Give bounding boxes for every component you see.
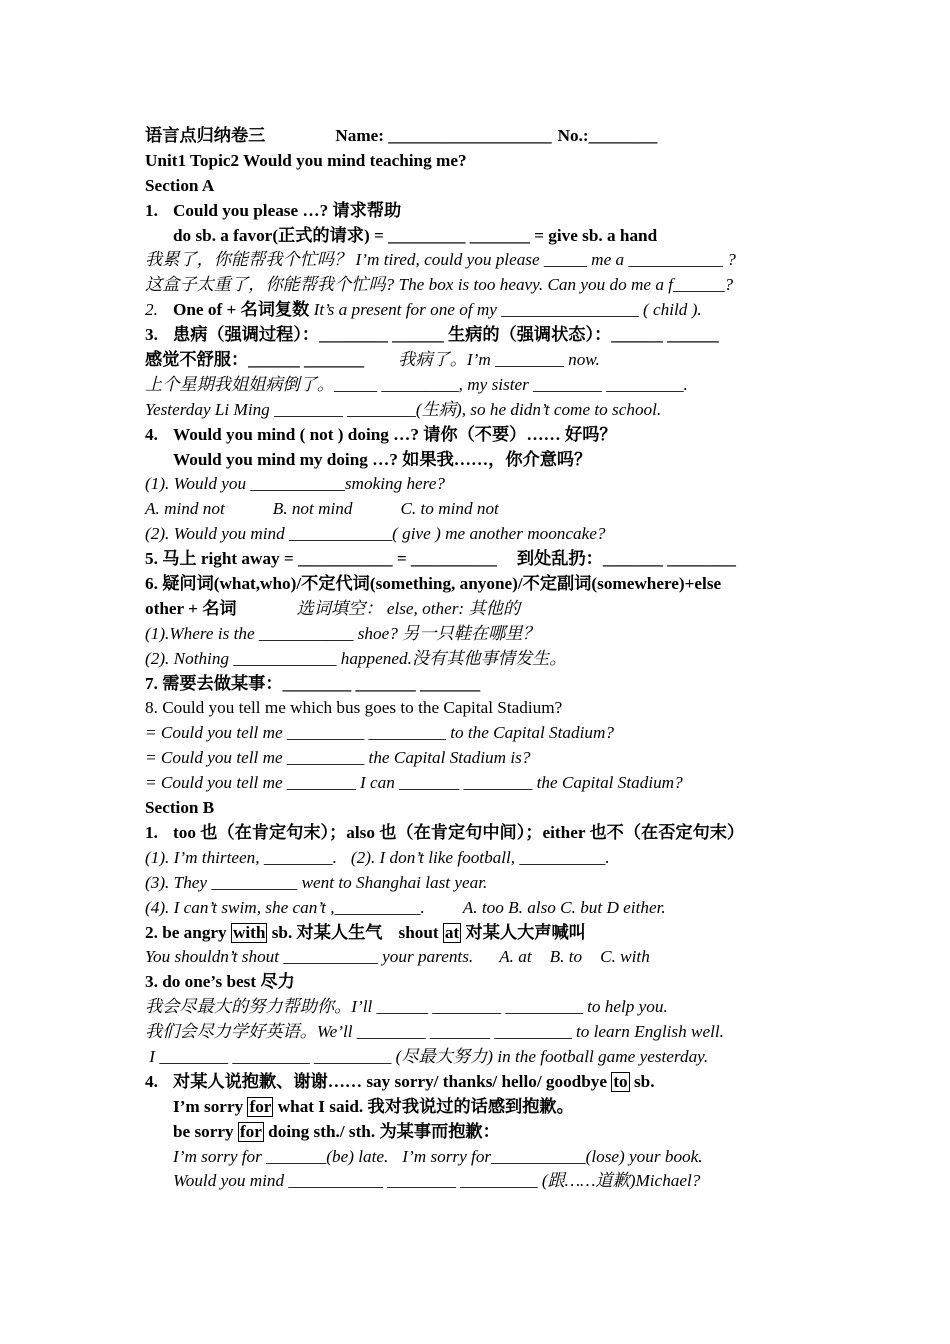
- name-field: Name: ___________________: [335, 126, 552, 145]
- item-8: 8. Could you tell me which bus goes to the Capital Stadium?: [145, 698, 563, 718]
- item-2: 2. One of + 名词复数 It’s a present for one of my ________________ ( child ).: [145, 300, 702, 320]
- exercise-line: 上个星期我姐姐病倒了。_____ _________, my sister ________ _________.: [145, 374, 688, 394]
- exercise-line: 这盒子太重了，你能帮我个忙吗? The box is too heavy. Can you do me a f______?: [145, 275, 734, 295]
- item-b1: 1. too 也（在肯定句末）；also 也（在肯定句中间）；either 也不（在否定句末）: [145, 822, 745, 842]
- number-field: No.:________: [557, 126, 658, 145]
- mind-my-doing-line: Would you mind my doing …? 如果我……，你介意吗？: [173, 449, 592, 469]
- boxed-word: for: [249, 1096, 272, 1116]
- sorry-line: I’m sorry for what I said. 我对我说过的话感到抱歉。: [173, 1096, 574, 1116]
- exercise-line: 我们会尽力学好英语。We’ll ________ _______ _________ to learn English well.: [145, 1022, 724, 1042]
- exercise-line: = Could you tell me _________ _________ to the Capital Stadium?: [145, 723, 614, 743]
- worksheet: [145, 124, 815, 1194]
- exercise-line: (4). I can’t swim, she can’t ,__________. A. too B. also C. but D either.: [145, 897, 666, 917]
- item-6-cont: other + 名词 选词填空： else, other: 其他的: [145, 598, 521, 618]
- exercise-line: I ________ _________ _________ (尽最大努力) in the football game yesterday.: [145, 1046, 709, 1066]
- item-5: 5. 马上 right away = ___________ = __________ 到处乱扔：_______ ________: [145, 549, 737, 569]
- exercise-line: I’m sorry for _______(be) late. I’m sorry for___________(lose) your book.: [173, 1146, 703, 1166]
- worksheet-title: 语言点归纳卷三: [145, 126, 266, 145]
- exercise-line: (1). Would you ___________smoking here?: [145, 474, 445, 494]
- exercise-line: (1).Where is the ___________ shoe? 另一只鞋在哪里？: [145, 623, 540, 643]
- sorry-line: be sorry for doing sth./ sth. 为某事而抱歉：: [173, 1121, 500, 1141]
- exercise-line: You shouldn’t shout ___________ your parents. A. at B. to C. with: [145, 947, 650, 967]
- item-b3: 3. do one’s best 尽力: [145, 972, 295, 992]
- exercise-line: = Could you tell me ________ I can _______ ________ the Capital Stadium?: [145, 773, 683, 793]
- boxed-word: for: [239, 1121, 262, 1141]
- header-line: [145, 124, 815, 149]
- exercise-line: 我会尽最大的努力帮助你。I’ll ______ ________ _________ to help you.: [145, 997, 668, 1017]
- item-b4: 4. 对某人说抱歉、谢谢…… say sorry/ thanks/ hello/ goodbye to sb.: [145, 1071, 655, 1091]
- favor-line: do sb. a favor(正式的请求) = _________ _______ = give sb. a hand: [173, 225, 658, 245]
- exercise-line: (2). Would you mind ____________( give ) me another mooncake?: [145, 524, 606, 544]
- item-7: 7. 需要去做某事：________ _______ _______: [145, 673, 481, 693]
- exercise-line: Would you mind ___________ ________ _________ (跟……道歉)Michael?: [173, 1171, 701, 1191]
- options-line: A. mind not B. not mind C. to mind not: [145, 499, 499, 519]
- exercise-line: = Could you tell me _________ the Capital Stadium is?: [145, 748, 531, 768]
- boxed-word: at: [444, 922, 460, 942]
- exercise-line: (3). They __________ went to Shanghai last year.: [145, 872, 488, 892]
- exercise-line: (2). Nothing ____________ happened.没有其他事情发生。: [145, 648, 567, 668]
- exercise-line: 我累了，你能帮我个忙吗？ I’m tired, could you please _____ me a ___________ ?: [145, 250, 736, 270]
- item-b2: 2. be angry with sb. 对某人生气 shout at 对某人大声喊叫: [145, 922, 586, 942]
- unit-title: Unit1 Topic2 Would you mind teaching me?: [145, 150, 467, 170]
- section-b-heading: Section B: [145, 798, 215, 818]
- feel-unwell-line: 感觉不舒服：______ _______ 我病了。I’m ________ now.: [145, 350, 600, 370]
- item-3: 3. 患病（强调过程）：________ ______ 生病的（强调状态）：______ ______: [145, 325, 719, 345]
- item-1: 1. Could you please …? 请求帮助: [145, 200, 402, 220]
- boxed-word: to: [613, 1071, 628, 1091]
- item-6: 6. 疑问词(what,who)/不定代词(something, anyone)/不定副词(somewhere)+else: [145, 574, 722, 594]
- boxed-word: with: [232, 922, 266, 942]
- section-a-heading: Section A: [145, 175, 215, 195]
- exercise-line: (1). I’m thirteen, ________. (2). I don’t like football, __________.: [145, 847, 610, 867]
- item-4: 4. Would you mind ( not ) doing …? 请你（不要）…… 好吗？: [145, 424, 617, 444]
- exercise-line: Yesterday Li Ming ________ ________(生病), so he didn’t come to school.: [145, 399, 662, 419]
